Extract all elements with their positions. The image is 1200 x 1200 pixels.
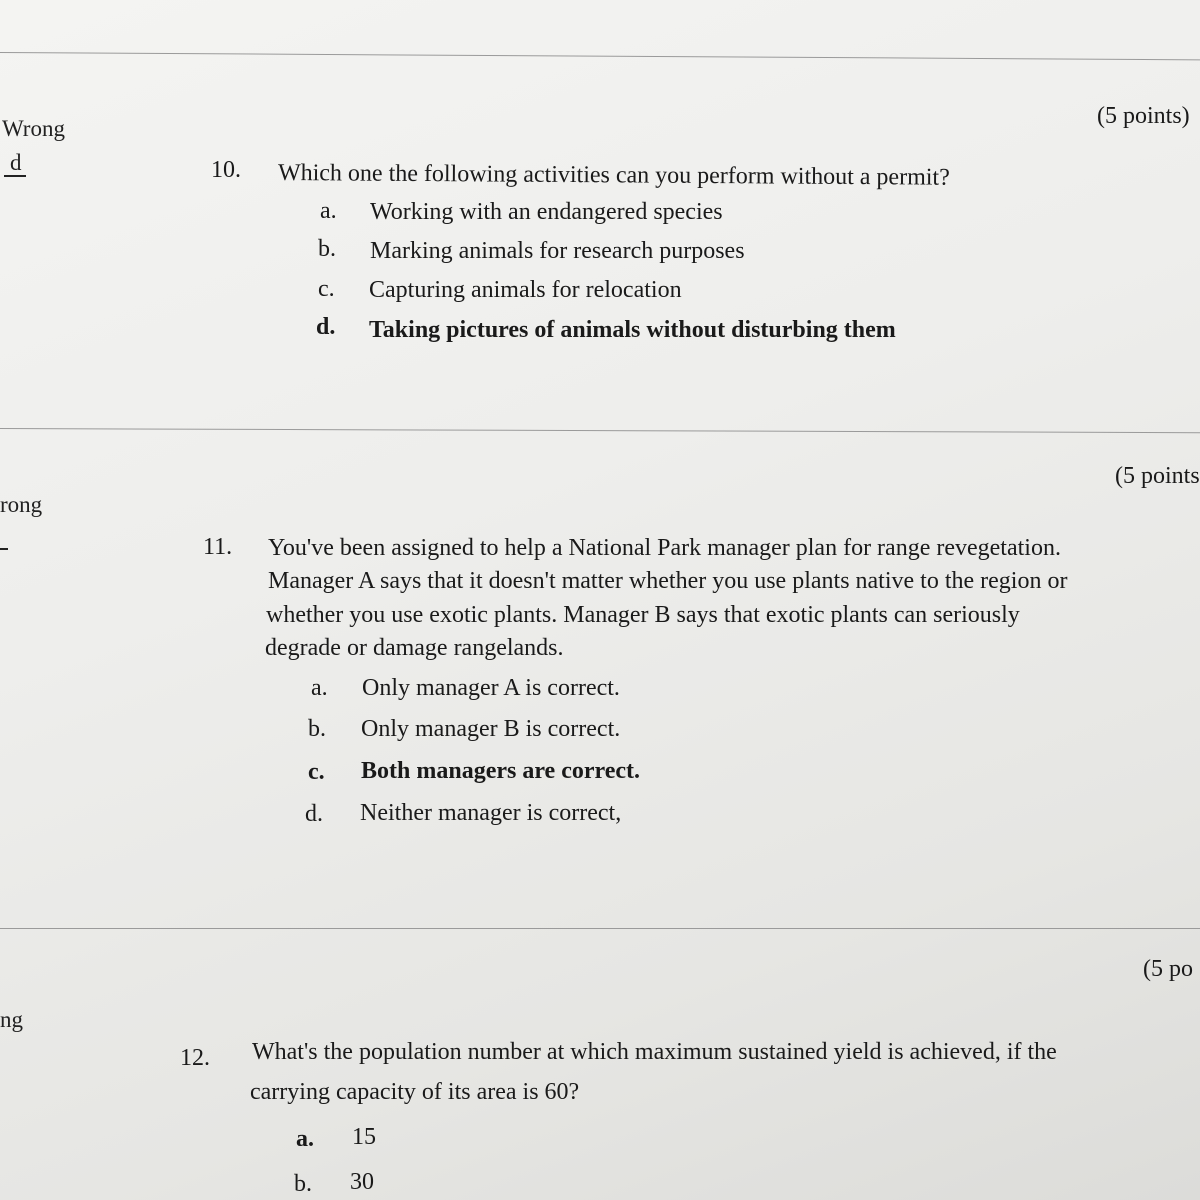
q10-option-b-letter: b.	[318, 236, 336, 262]
q11-question-line-4: degrade or damage rangelands.	[265, 635, 564, 661]
q10-number: 10.	[211, 157, 241, 183]
q10-answer-underline	[4, 175, 26, 177]
q10-option-b-text: Marking animals for research purposes	[370, 238, 745, 264]
q10-option-d-text: Taking pictures of animals without disturbing them	[369, 317, 896, 343]
q10-option-c-text: Capturing animals for relocation	[369, 277, 682, 303]
q12-option-b-letter: b.	[294, 1171, 312, 1197]
q12-status-label: ng	[0, 1007, 23, 1032]
q10-status-label: Wrong	[2, 116, 65, 141]
q10-points: (5 points)	[1097, 103, 1190, 129]
q12-points: (5 po	[1143, 956, 1193, 982]
q11-answer-blank	[0, 548, 8, 550]
q11-option-a-letter: a.	[311, 675, 328, 701]
q10-question-text: Which one the following activities can you perform without a permit?	[277, 160, 950, 191]
divider-top	[0, 52, 1200, 60]
q12-question-line-2: carrying capacity of its area is 60?	[250, 1079, 580, 1105]
q11-option-c-letter: c.	[308, 759, 325, 785]
q12-option-a-text: 15	[352, 1124, 376, 1150]
divider-q10-q11	[0, 428, 1200, 433]
q10-option-d-letter: d.	[316, 314, 336, 340]
q11-option-c-text: Both managers are correct.	[361, 758, 641, 784]
q10-option-a-text: Working with an endangered species	[370, 199, 723, 225]
q10-answer-label: d	[10, 150, 22, 175]
q11-question-line-1: You've been assigned to help a National Park manager plan for range revegetation.	[268, 535, 1061, 561]
q11-option-b-letter: b.	[308, 716, 326, 742]
q12-option-b-text: 30	[350, 1169, 374, 1195]
q10-option-a-letter: a.	[320, 198, 337, 224]
q12-number: 12.	[180, 1045, 210, 1071]
q11-option-a-text: Only manager A is correct.	[362, 675, 620, 701]
q11-number: 11.	[203, 534, 233, 560]
q11-option-d-text: Neither manager is correct,	[360, 800, 622, 826]
q11-option-b-text: Only manager B is correct.	[361, 716, 621, 742]
q10-option-c-letter: c.	[318, 276, 335, 302]
q11-question-line-3: whether you use exotic plants. Manager B says that exotic plants can seriously	[266, 602, 1020, 628]
q12-question-line-1: What's the population number at which maximum sustained yield is achieved, if the	[252, 1039, 1057, 1065]
q11-status-label: rong	[0, 492, 43, 517]
q11-points: (5 points	[1115, 463, 1200, 489]
q11-option-d-letter: d.	[305, 801, 323, 827]
q11-question-line-2: Manager A says that it doesn't matter whether you use plants native to the region or	[268, 568, 1068, 594]
q12-option-a-letter: a.	[296, 1126, 314, 1152]
divider-q11-q12	[0, 928, 1200, 929]
